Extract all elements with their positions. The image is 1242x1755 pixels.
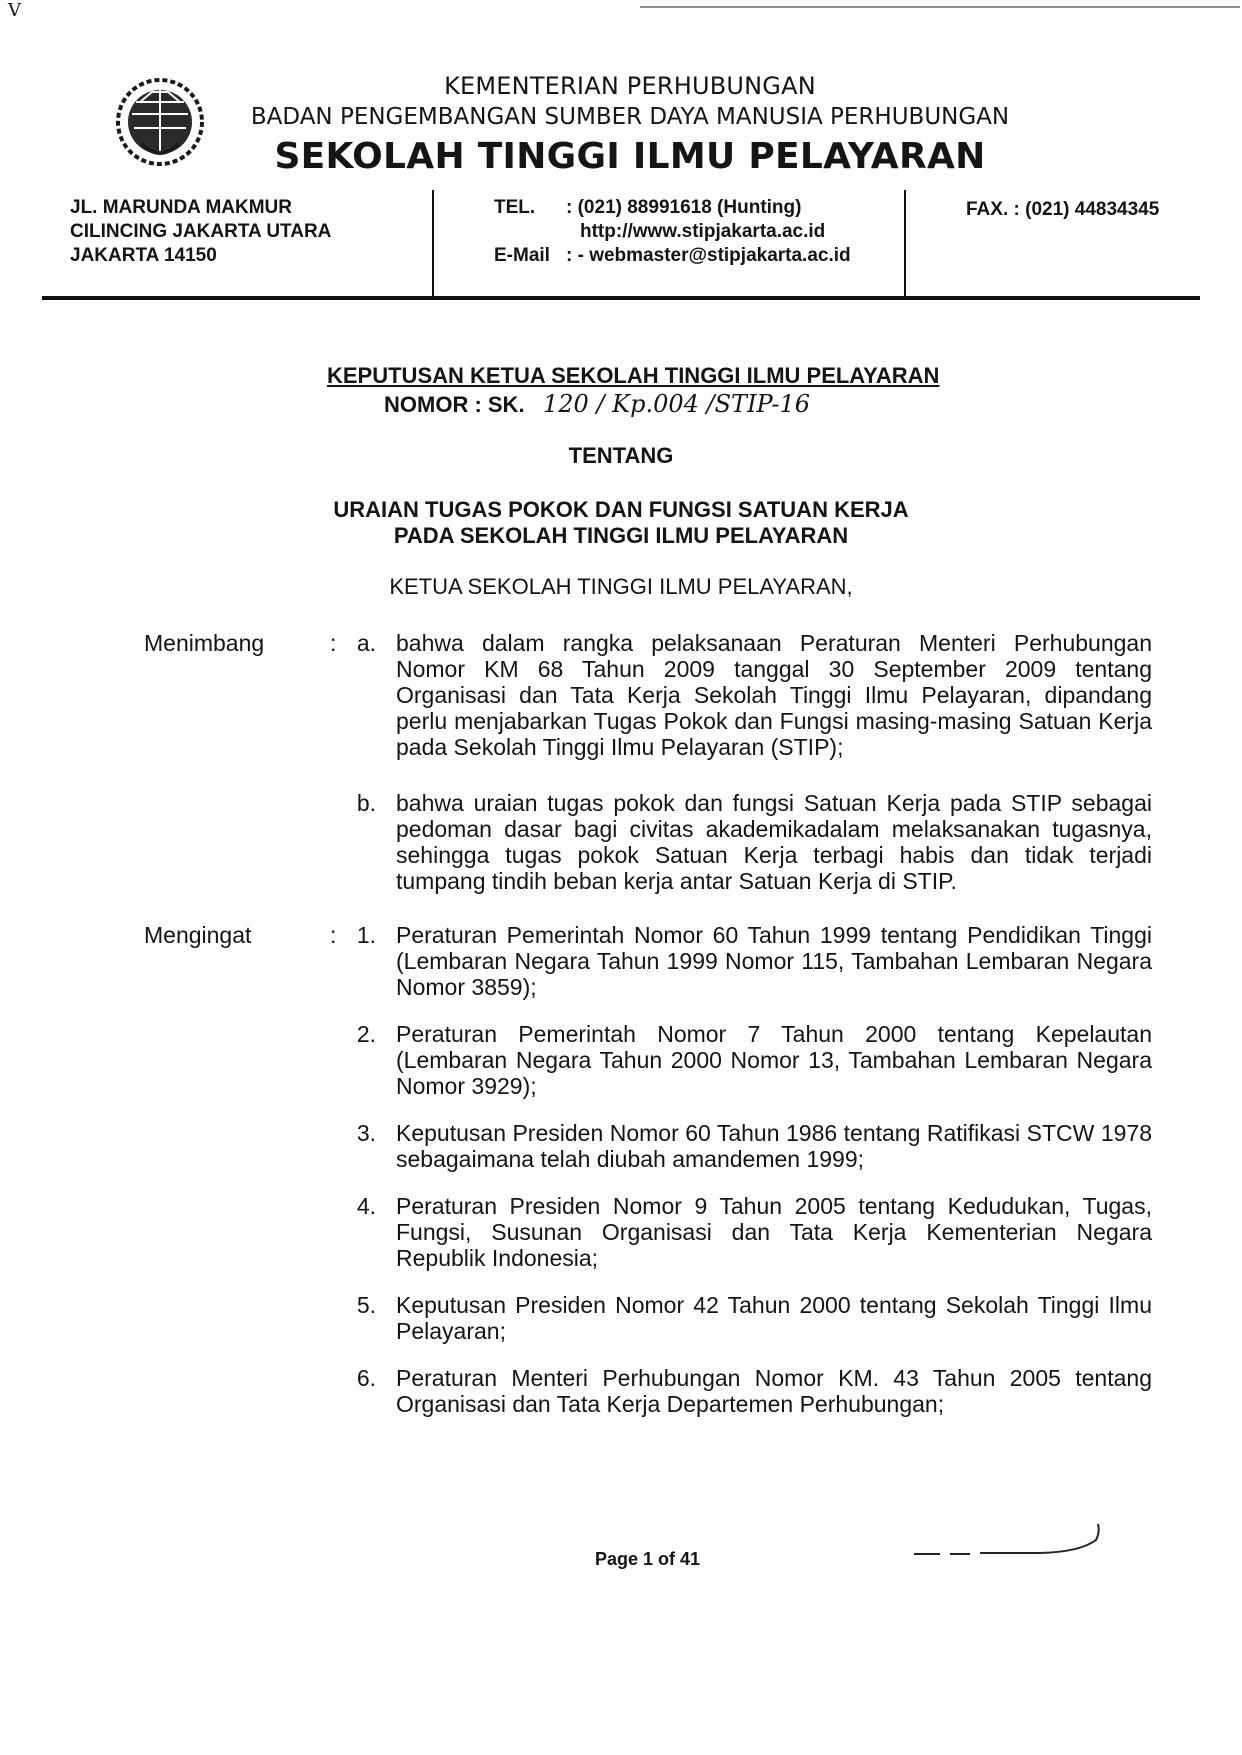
subject-line-1: URAIAN TUGAS POKOK DAN FUNGSI SATUAN KERJA [333, 497, 909, 522]
signature-stroke [910, 1520, 1110, 1560]
reference-marker: 5. [356, 1292, 376, 1318]
menimbang-colon: : [330, 630, 337, 656]
reference-marker: 3. [356, 1120, 376, 1146]
reference-marker: 1. [356, 922, 376, 948]
nomor-handwritten: 120 / Kp.004 /STIP-16 [543, 390, 811, 418]
fax-number: FAX. : (021) 44834345 [966, 199, 1160, 220]
letterhead-ministry: KEMENTERIAN PERHUBUNGAN [444, 72, 816, 100]
contact-block [494, 196, 894, 268]
decree-number [384, 390, 810, 418]
reference-marker: 2. [356, 1021, 376, 1047]
divider-left [432, 190, 434, 296]
reference-text: Peraturan Menteri Perhubungan Nomor KM. 43 Tahun 2005 tentang Organisasi dan Tata Kerja Departemen Perhubungan; [396, 1365, 1152, 1417]
clause-marker: a. [356, 630, 376, 656]
reference-text: Peraturan Pemerintah Nomor 7 Tahun 2000 tentang Kepelautan (Lembaran Negara Tahun 2000 Nomor 13, Tambahan Lembaran Negara Nomor 3929); [396, 1021, 1152, 1099]
menimbang-label: Menimbang [144, 630, 265, 656]
reference-marker: 4. [356, 1193, 376, 1219]
subject-line-2: PADA SEKOLAH TINGGI ILMU PELAYARAN [393, 523, 849, 548]
reference-text: Keputusan Presiden Nomor 42 Tahun 2000 tentang Sekolah Tinggi Ilmu Pelayaran; [396, 1292, 1152, 1344]
clause-text: bahwa dalam rangka pelaksanaan Peraturan Menteri Perhubungan Nomor KM 68 Tahun 2009 tanggal 30 September 2009 tentang Organisasi dan Tata Kerja Sekolah Tinggi Ilmu Pelayaran, dipandang perlu menjabarkan Tugas Pokok dan Fungsi masing-masing Satuan Kerja pada Sekolah Tinggi Ilmu Pelayaran (STIP); [396, 630, 1152, 760]
tentang-heading: TENTANG [568, 443, 674, 468]
corner-mark: V [8, 0, 21, 21]
address-line: JAKARTA 14150 [70, 245, 217, 266]
address-block [70, 196, 331, 268]
address-line: CILINCING JAKARTA UTARA [70, 221, 332, 242]
reference-text: Peraturan Presiden Nomor 9 Tahun 2005 tentang Kedudukan, Tugas, Fungsi, Susunan Organisasi dan Tata Kerja Kementerian Negara Republik Indonesia; [396, 1193, 1152, 1271]
authority-line: KETUA SEKOLAH TINGGI ILMU PELAYARAN, [389, 574, 853, 599]
letterhead-institution: SEKOLAH TINGGI ILMU PELAYARAN [274, 136, 986, 177]
nomor-label: NOMOR : SK. [384, 392, 525, 417]
emblem-icon [112, 72, 208, 176]
address-line: JL. MARUNDA MAKMUR [70, 197, 292, 218]
clause-marker: b. [356, 790, 376, 816]
decree-title: KEPUTUSAN KETUA SEKOLAH TINGGI ILMU PELAYARAN [327, 363, 940, 388]
website-link[interactable]: http://www.stipjakarta.ac.id [580, 221, 826, 242]
clause-text: bahwa uraian tugas pokok dan fungsi Satuan Kerja pada STIP sebagai pedoman dasar bagi civitas akademikadalam melaksanakan tugasnya, sehingga tugas pokok Satuan Kerja terbagi habis dan tidak terjadi tumpang tindih beban kerja antar Satuan Kerja di STIP. [396, 790, 1152, 894]
reference-text: Peraturan Pemerintah Nomor 60 Tahun 1999 tentang Pendidikan Tinggi (Lembaran Negara Tahun 1999 Nomor 115, Tambahan Lembaran Negara Nomor 3859); [396, 922, 1152, 1000]
email-value[interactable]: : - webmaster@stipjakarta.ac.id [566, 245, 851, 266]
letterhead-rule [42, 296, 1200, 300]
tel-label: TEL. [494, 197, 536, 218]
letterhead-agency: BADAN PENGEMBANGAN SUMBER DAYA MANUSIA PERHUBUNGAN [250, 104, 1010, 130]
tel-value: : (021) 88991618 (Hunting) [566, 197, 802, 218]
page-number: Page 1 of 41 [595, 1549, 701, 1569]
scan-top-rule [640, 6, 1240, 8]
reference-text: Keputusan Presiden Nomor 60 Tahun 1986 tentang Ratifikasi STCW 1978 sebagaimana telah diubah amandemen 1999; [396, 1120, 1152, 1172]
mengingat-label: Mengingat [144, 922, 252, 948]
mengingat-colon: : [330, 922, 337, 948]
reference-marker: 6. [356, 1365, 376, 1391]
divider-right [904, 190, 906, 296]
email-label: E-Mail [494, 245, 550, 266]
